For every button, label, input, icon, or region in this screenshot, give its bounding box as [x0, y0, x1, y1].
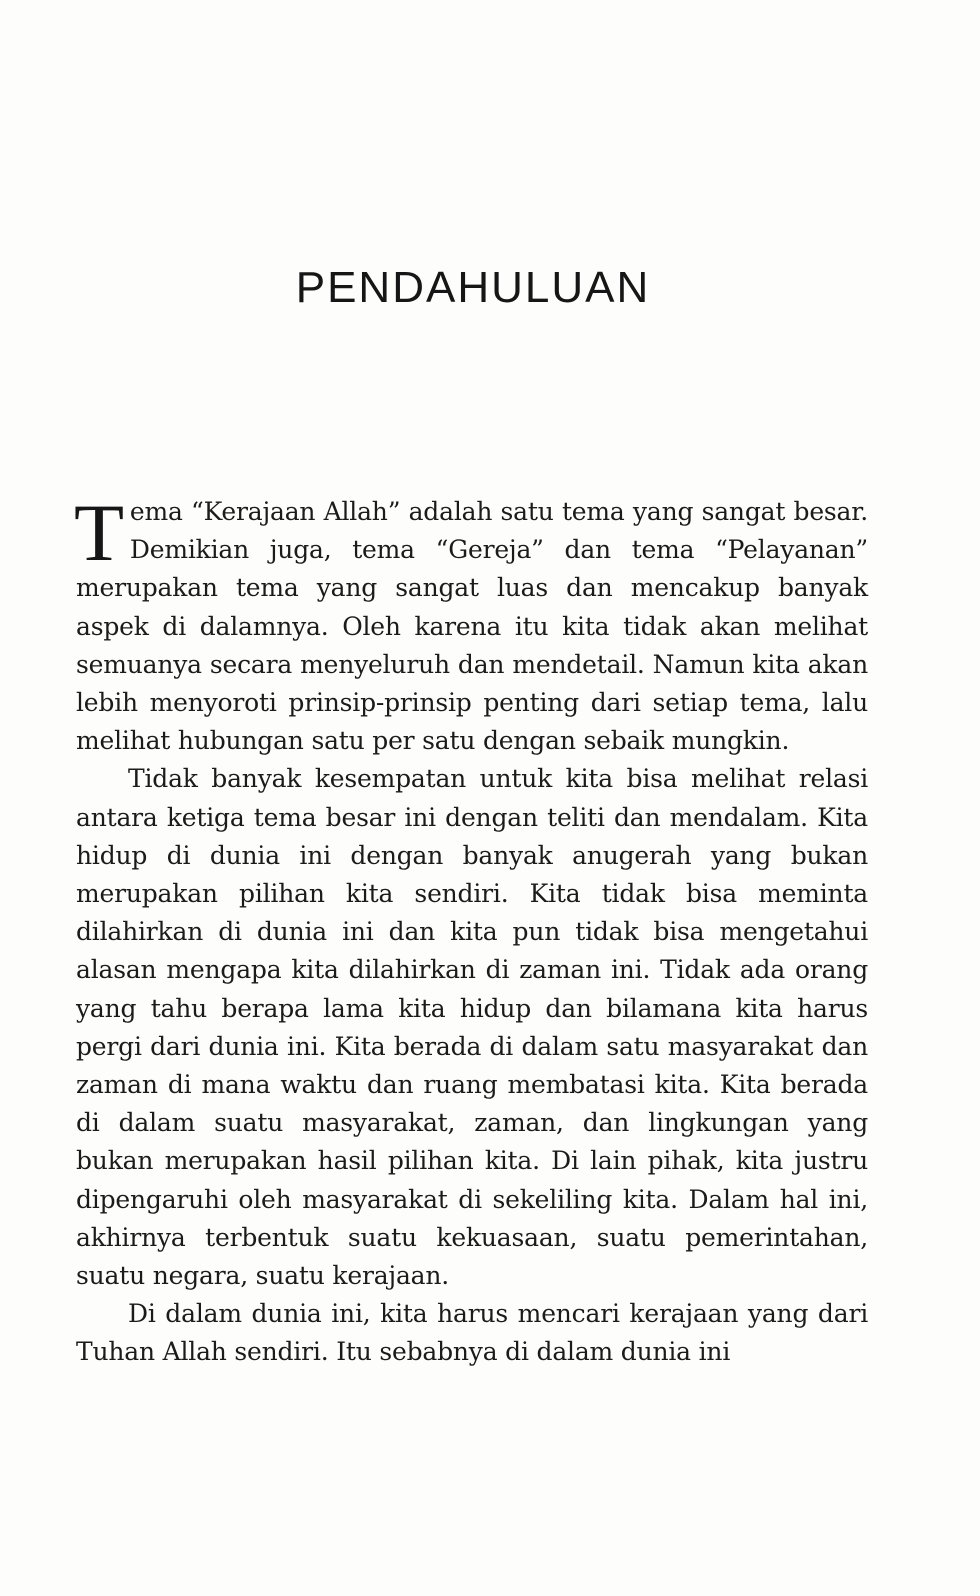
paragraph-1-text: ema “Kerajaan Allah” adalah satu tema yang sangat besar. Demikian juga, tema “Gereja” dan tema “Pelayanan” merupakan tema yang sangat luas dan mencakup banyak aspek di dalamnya. Oleh karena itu kita tidak akan melihat semuanya secara menyeluruh dan mendetail. Namun kita akan lebih menyoroti prinsip-prinsip penting dari setiap tema, lalu melihat hubungan satu per satu dengan sebaik mungkin.: [76, 497, 868, 756]
paragraph-2: Tidak banyak kesempatan untuk kita bisa melihat relasi antara ketiga tema besar ini dengan teliti dan mendalam. Kita hidup di dunia ini dengan banyak anugerah yang bukan merupakan pilihan kita sendiri. Kita tidak bisa meminta dilahirkan di dunia ini dan kita pun tidak bisa mengetahui alasan mengapa kita dilahirkan di zaman ini. Tidak ada orang yang tahu berapa lama kita hidup dan bilamana kita harus pergi dari dunia ini. Kita berada di dalam satu masyarakat dan zaman di mana waktu dan ruang membatasi kita. Kita berada di dalam suatu masyarakat, zaman, dan lingkungan yang bukan merupakan hasil pilihan kita. Di lain pihak, kita justru dipengaruhi oleh masyarakat di sekeliling kita. Dalam hal ini, akhirnya terbentuk suatu kekuasaan, suatu pemerintahan, suatu negara, suatu kerajaan.: [76, 764, 868, 1291]
chapter-title: PENDAHULUAN: [295, 263, 651, 312]
paragraph-1: [74, 487, 868, 760]
drop-cap-letter: T: [74, 487, 124, 578]
chapter-body: [74, 487, 868, 1372]
paragraph-3: Di dalam dunia ini, kita harus mencari kerajaan yang dari Tuhan Allah sendiri. Itu sebabnya di dalam dunia ini: [76, 1299, 868, 1367]
